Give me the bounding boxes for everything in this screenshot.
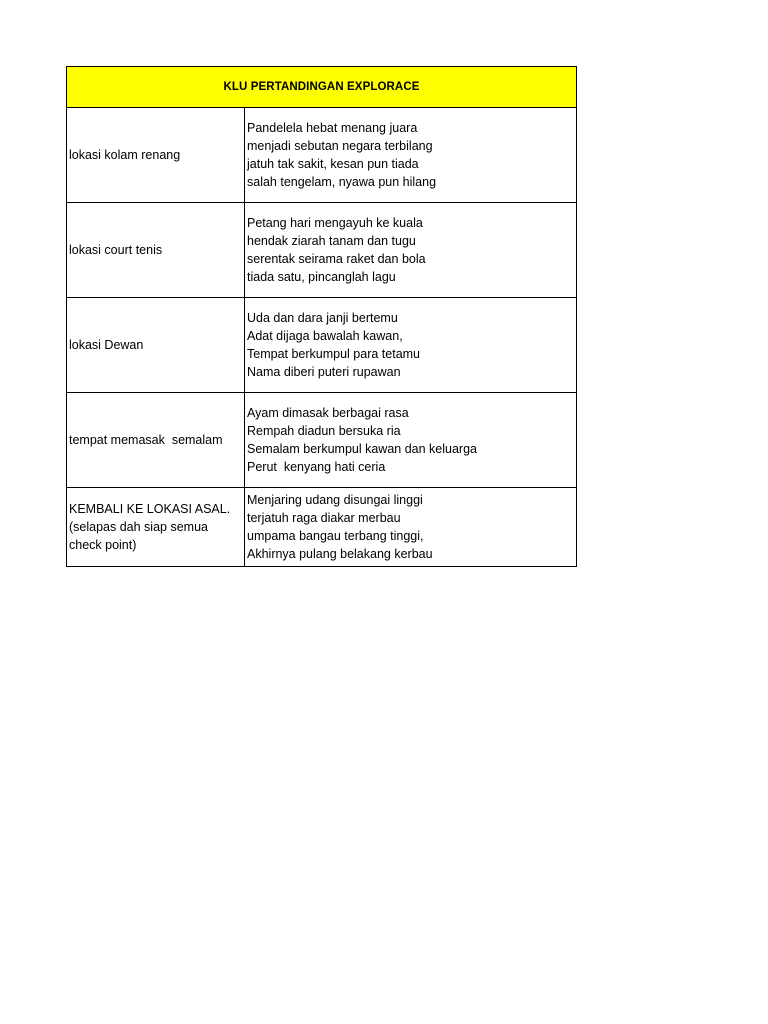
location-cell [67, 393, 245, 488]
location-note: (selapas dah siap semua [69, 520, 208, 534]
clue-line: tiada satu, pincanglah lagu [247, 270, 396, 284]
table-row [67, 488, 577, 567]
location-cell [67, 298, 245, 393]
clue-line: salah tengelam, nyawa pun hilang [247, 175, 437, 189]
location-note: check point) [69, 538, 137, 552]
clue-line: menjadi sebutan negara terbilang [247, 139, 433, 153]
clue-line: jatuh tak sakit, kesan pun tiada [247, 157, 419, 171]
location-label: lokasi court tenis [69, 243, 163, 257]
table-row [67, 298, 577, 393]
table-row [67, 203, 577, 298]
location-label: lokasi Dewan [69, 338, 144, 352]
location-cell [67, 203, 245, 298]
clue-line: Pandelela hebat menang juara [247, 121, 418, 135]
table-title: KLU PERTANDINGAN EXPLORACE [67, 67, 577, 108]
clue-line: Rempah diadun bersuka ria [247, 424, 401, 438]
clue-cell [245, 298, 577, 393]
clue-sheet [66, 66, 576, 567]
clue-cell [245, 393, 577, 488]
header-row [67, 67, 577, 108]
clue-line: Tempat berkumpul para tetamu [247, 347, 421, 361]
clue-line: serentak seirama raket dan bola [247, 252, 426, 266]
clue-cell [245, 108, 577, 203]
clue-line: Perut kenyang hati ceria [247, 460, 386, 474]
table-row [67, 393, 577, 488]
clue-line: Semalam berkumpul kawan dan keluarga [247, 442, 477, 456]
table-row [67, 108, 577, 203]
location-label: lokasi kolam renang [69, 148, 181, 162]
clue-table [66, 66, 577, 567]
clue-line: Akhirnya pulang belakang kerbau [247, 547, 433, 561]
clue-line: terjatuh raga diakar merbau [247, 511, 401, 525]
clue-line: Nama diberi puteri rupawan [247, 365, 401, 379]
clue-line: Adat dijaga bawalah kawan, [247, 329, 403, 343]
location-label: KEMBALI KE LOKASI ASAL. [69, 502, 231, 516]
clue-line: Uda dan dara janji bertemu [247, 311, 398, 325]
clue-line: Menjaring udang disungai linggi [247, 493, 423, 507]
clue-line: Ayam dimasak berbagai rasa [247, 406, 409, 420]
location-cell [67, 488, 245, 567]
location-label: tempat memasak semalam [69, 433, 223, 447]
clue-cell [245, 488, 577, 567]
clue-cell [245, 203, 577, 298]
location-cell [67, 108, 245, 203]
clue-line: Petang hari mengayuh ke kuala [247, 216, 423, 230]
clue-line: umpama bangau terbang tinggi, [247, 529, 424, 543]
clue-line: hendak ziarah tanam dan tugu [247, 234, 416, 248]
